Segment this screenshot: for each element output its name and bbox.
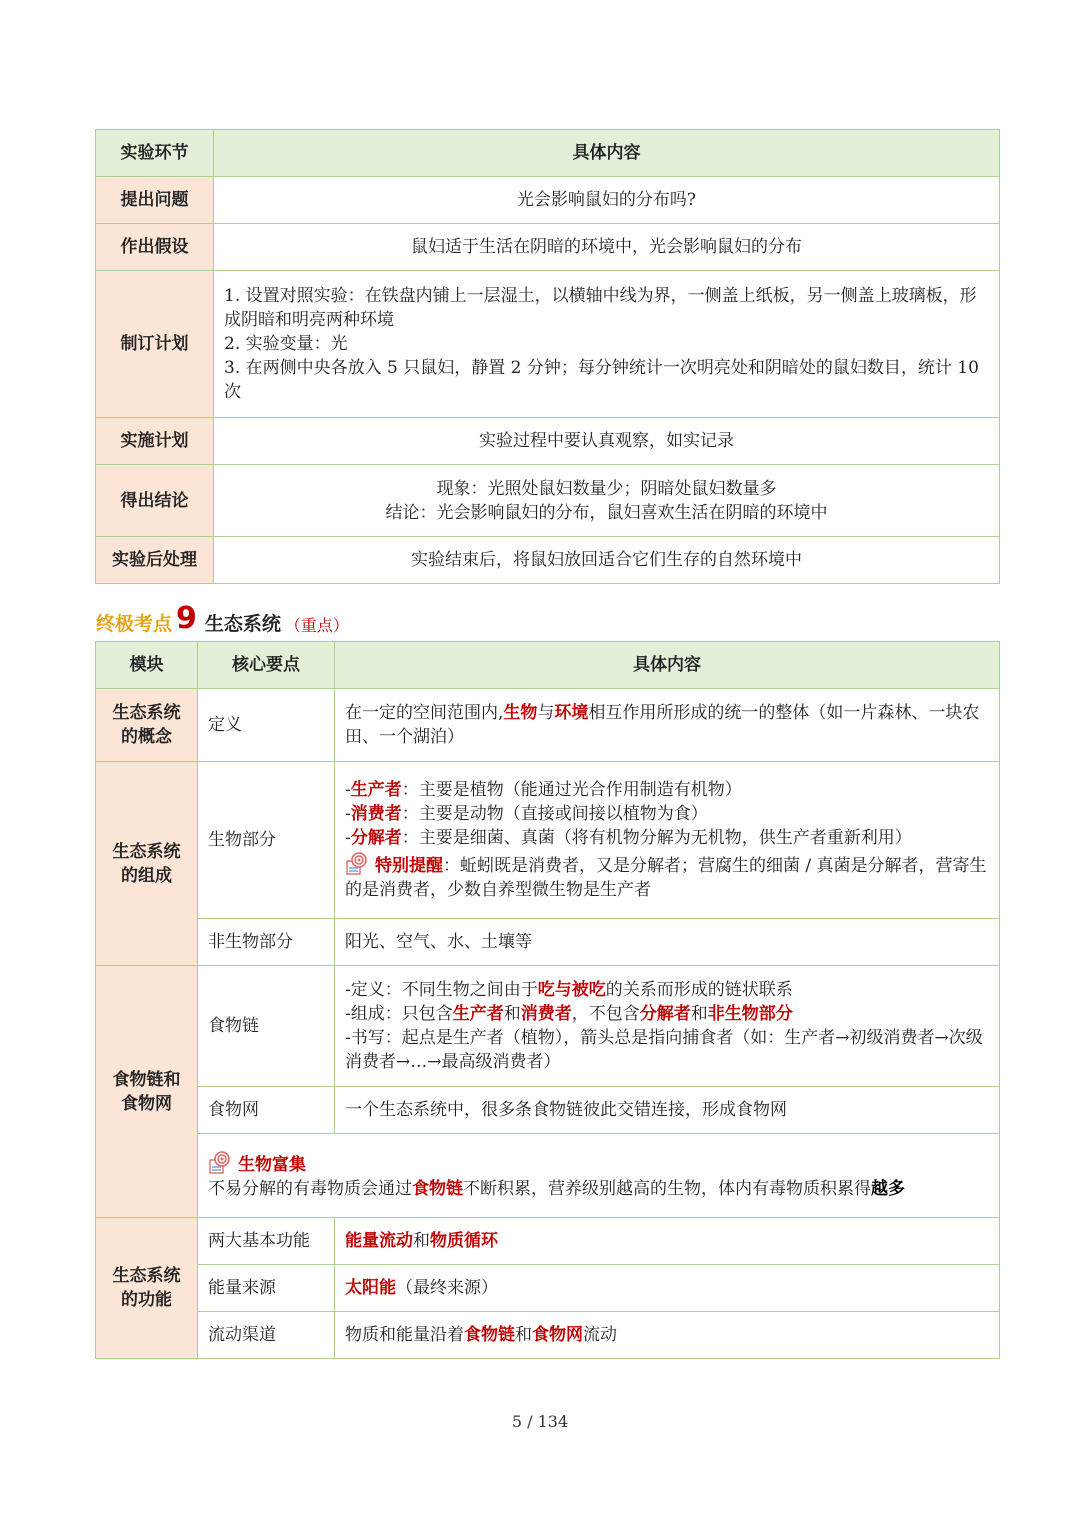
result-line: 现象：光照处鼠妇数量少；阴暗处鼠妇数量多: [436, 478, 777, 499]
header-step: 实验环节: [96, 130, 214, 177]
point-abiotic: 非生物部分: [198, 919, 335, 966]
header-content: 具体内容: [335, 642, 1000, 689]
header-point: 核心要点: [198, 642, 335, 689]
row-content: 实验过程中要认真观察，如实记录: [214, 418, 1000, 465]
bioaccumulation-title: 生物富集: [208, 1151, 989, 1177]
module-function: 生态系统的功能: [96, 1218, 198, 1359]
module-composition: 生态系统的组成: [96, 762, 198, 966]
row-content: [214, 465, 1000, 537]
plan-line: 2. 实验变量：光: [224, 334, 348, 354]
target-icon: [208, 1151, 232, 1175]
row-label: 制订计划: [96, 271, 214, 418]
flow-channel-content: 物质和能量沿着食物链和食物网流动: [335, 1312, 1000, 1359]
module-foodchain: 食物链和食物网: [96, 966, 198, 1218]
conclusion-line: 结论：光会影响鼠妇的分布，鼠妇喜欢生活在阴暗的环境中: [385, 502, 828, 523]
point-basic-functions: 两大基本功能: [198, 1218, 335, 1265]
plan-line: 3. 在两侧中央各放入 5 只鼠妇，静置 2 分钟；每分钟统计一次明亮处和阴暗处的鼠妇数目，统计 10 次: [224, 358, 979, 402]
point-flow-channel: 流动渠道: [198, 1312, 335, 1359]
row-content: 实验结束后，将鼠妇放回适合它们生存的自然环境中: [214, 537, 1000, 584]
row-content: [214, 271, 1000, 418]
row-content: 光会影响鼠妇的分布吗?: [214, 177, 1000, 224]
row-label: 提出问题: [96, 177, 214, 224]
plan-line: 1. 设置对照实验：在铁盘内铺上一层湿土，以横轴中线为界，一侧盖上纸板，另一侧盖上玻璃板，形成阴暗和明亮两种环境: [224, 286, 977, 330]
definition-line: -定义：不同生物之间由于吃与被吃的关系而形成的链状联系: [345, 980, 793, 1000]
consumer-line: -消费者：主要是动物（直接或间接以植物为食）: [345, 804, 708, 824]
experiment-table: [95, 129, 1000, 584]
producer-line: -生产者：主要是植物（能通过光合作用制造有机物）: [345, 780, 742, 800]
point-energy-source: 能量来源: [198, 1265, 335, 1312]
foodweb-content: 一个生态系统中，很多条食物链彼此交错连接，形成食物网: [335, 1087, 1000, 1134]
module-concept: 生态系统的概念: [96, 689, 198, 762]
composition-line: -组成：只包含生产者和消费者，不包含分解者和非生物部分: [345, 1004, 793, 1024]
row-label: 得出结论: [96, 465, 214, 537]
target-icon: [345, 852, 369, 876]
point-foodchain: 食物链: [198, 966, 335, 1087]
header-module: 模块: [96, 642, 198, 689]
decomposer-line: -分解者：主要是细菌、真菌（将有机物分解为无机物，供生产者重新利用）: [345, 828, 912, 848]
section-title: 生态系统: [204, 613, 281, 635]
section-heading: [96, 596, 349, 636]
section-tag: （重点）: [284, 616, 349, 635]
point-biotic: 生物部分: [198, 762, 335, 919]
bioaccumulation-content: [198, 1134, 1000, 1218]
section-number: 9: [176, 601, 197, 636]
row-label: 实验后处理: [96, 537, 214, 584]
foodchain-content: [335, 966, 1000, 1087]
section-prefix: 终极考点: [96, 613, 173, 635]
ecosystem-table: [95, 641, 1000, 1359]
row-label: 实施计划: [96, 418, 214, 465]
bioaccumulation-text: 不易分解的有毒物质会通过食物链不断积累，营养级别越高的生物，体内有毒物质积累得越多: [208, 1178, 905, 1199]
point-foodweb: 食物网: [198, 1087, 335, 1134]
biotic-content: [335, 762, 1000, 919]
tip-line: 特别提醒：蚯蚓既是消费者，又是分解者；营腐生的细菌 / 真菌是分解者，营寄生的是消费者，少数自养型微生物是生产者: [345, 852, 989, 902]
header-content: 具体内容: [214, 130, 1000, 177]
writing-line: -书写：起点是生产者（植物），箭头总是指向捕食者（如：生产者→初级消费者→次级消费者→…→最高级消费者）: [345, 1028, 983, 1072]
page-number: 5 / 134: [511, 1412, 569, 1431]
basic-functions-content: 能量流动和物质循环: [335, 1218, 1000, 1265]
row-content: 鼠妇适于生活在阴暗的环境中，光会影响鼠妇的分布: [214, 224, 1000, 271]
point-definition: 定义: [198, 689, 335, 762]
abiotic-content: 阳光、空气、水、土壤等: [335, 919, 1000, 966]
energy-source-content: 太阳能（最终来源）: [335, 1265, 1000, 1312]
row-label: 作出假设: [96, 224, 214, 271]
concept-content: 在一定的空间范围内,生物与环境相互作用所形成的统一的整体（如一片森林、一块农田、一个湖泊）: [335, 689, 1000, 762]
